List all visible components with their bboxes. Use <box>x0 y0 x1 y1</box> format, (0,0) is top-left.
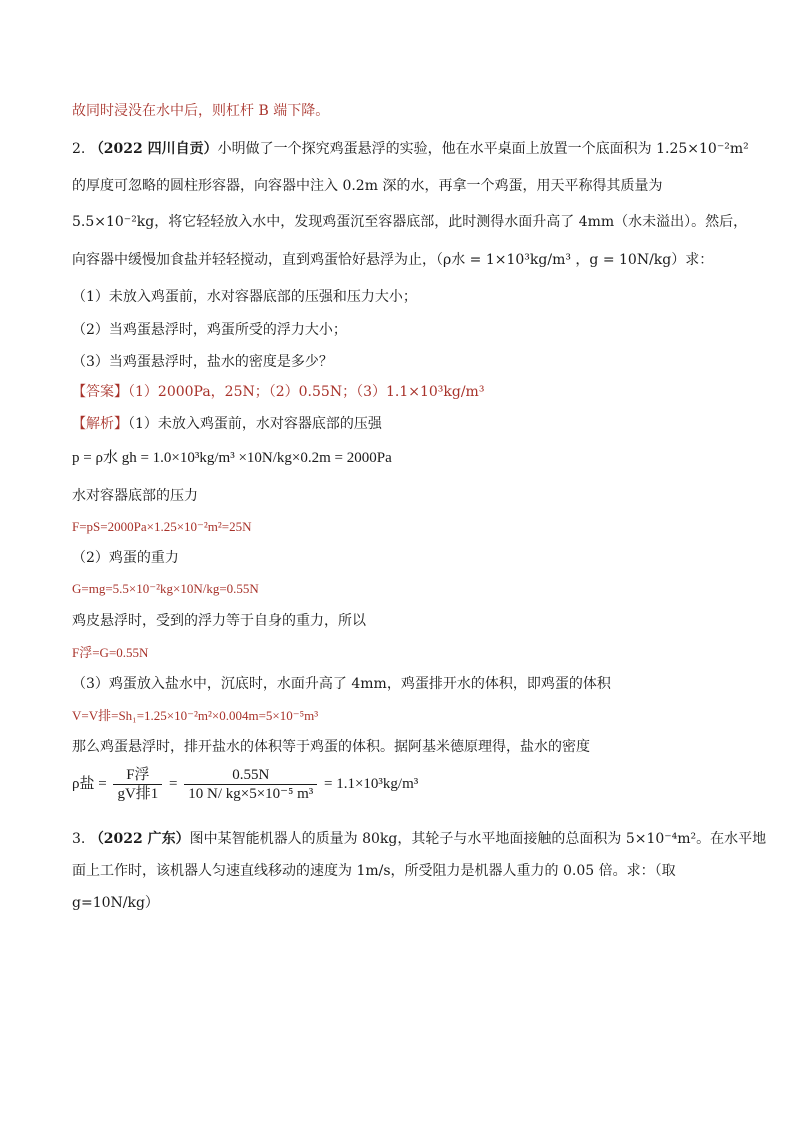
fraction-2 <box>184 766 317 803</box>
question-2-line-1 <box>72 139 749 159</box>
continuation-line: 故同时浸没在水中后，则杠杆 B 端下降。 <box>72 103 330 119</box>
formula-force: F=pS=2000Pa×1.25×10⁻²m²=25N <box>72 519 252 534</box>
sub-question-2: （2）当鸡蛋悬浮时，鸡蛋所受的浮力大小； <box>72 322 347 338</box>
question-number: 2. <box>72 141 86 157</box>
fraction-2-denominator: 10 N/ kg×5×10⁻⁵ m³ <box>188 786 314 803</box>
text-buoyancy: 鸡皮悬浮时，受到的浮力等于自身的重力，所以 <box>72 613 366 629</box>
question-text: 小明做了一个探究鸡蛋悬浮的实验，他在水平桌面上放置一个底面积为 1.25×10⁻²m² <box>217 141 749 157</box>
density-lhs: ρ盐 = <box>72 776 107 792</box>
text-gravity: （2）鸡蛋的重力 <box>72 550 179 566</box>
answer-text: （1）2000Pa，25N；（2）0.55N；（3）1.1×10³kg/m³ <box>128 384 485 400</box>
question-number: 3. <box>72 831 86 847</box>
answer-line <box>72 382 484 402</box>
text-force: 水对容器底部的压力 <box>72 488 198 504</box>
question-source: （2022 广东） <box>89 831 190 847</box>
analysis-tag: 【解析】 <box>72 416 128 432</box>
equals-sign: = <box>169 776 178 792</box>
formula-buoyancy: F浮=G=0.55N <box>72 645 149 660</box>
fraction-2-numerator: 0.55N <box>184 766 317 785</box>
fraction-1-denominator: gV排1 <box>117 786 159 803</box>
question-text: 图中某智能机器人的质量为 80kg，其轮子与水平地面接触的总面积为 5×10⁻⁴m²。在水平地 <box>189 831 767 847</box>
formula-volume: V=V排=Sh₁=1.25×10⁻²m²×0.004m=5×10⁻⁵m³ <box>72 708 319 723</box>
formula-density <box>72 764 418 804</box>
question-source: （2022 四川自贡） <box>89 141 218 157</box>
text-volume: （3）鸡蛋放入盐水中，沉底时，水面升高了 4mm，鸡蛋排开水的体积，即鸡蛋的体积 <box>72 676 611 692</box>
analysis-text: （1）未放入鸡蛋前，水对容器底部的压强 <box>128 416 382 432</box>
sub-question-1: （1）未放入鸡蛋前，水对容器底部的压强和压力大小； <box>72 289 417 305</box>
formula-gravity: G=mg=5.5×10⁻²kg×10N/kg=0.55N <box>72 581 259 596</box>
question-3-line-1 <box>72 829 766 849</box>
question-3-line-3: g=10N/kg） <box>72 895 159 911</box>
text-density: 那么鸡蛋悬浮时，排开盐水的体积等于鸡蛋的体积。据阿基米德原理得，盐水的密度 <box>72 739 590 755</box>
answer-tag: 【答案】 <box>72 384 128 400</box>
question-2-line-4: 向容器中缓慢加食盐并轻轻搅动，直到鸡蛋恰好悬浮为止，（ρ水 = 1×10³kg/m³ ，g = 10N/kg）求： <box>72 252 714 268</box>
density-result: = 1.1×10³kg/m³ <box>324 776 419 792</box>
formula-pressure: p = ρ水 gh = 1.0×10³kg/m³ ×10N/kg×0.2m = 2000Pa <box>72 450 392 466</box>
question-2-line-2: 的厚度可忽略的圆柱形容器，向容器中注入 0.2m 深的水，再拿一个鸡蛋，用天平称得其质量为 <box>72 178 663 194</box>
question-3-line-2: 面上工作时，该机器人匀速直线移动的速度为 1m/s，所受阻力是机器人重力的 0.05 倍。求：（取 <box>72 863 676 879</box>
sub-question-3: （3）当鸡蛋悬浮时，盐水的密度是多少？ <box>72 354 333 370</box>
fraction-1 <box>113 766 162 803</box>
fraction-1-numerator: F浮 <box>113 766 162 785</box>
analysis-line <box>72 414 382 434</box>
question-2-line-3: 5.5×10⁻²kg，将它轻轻放入水中，发现鸡蛋沉至容器底部，此时测得水面升高了 4mm（水未溢出）。然后， <box>72 214 748 230</box>
